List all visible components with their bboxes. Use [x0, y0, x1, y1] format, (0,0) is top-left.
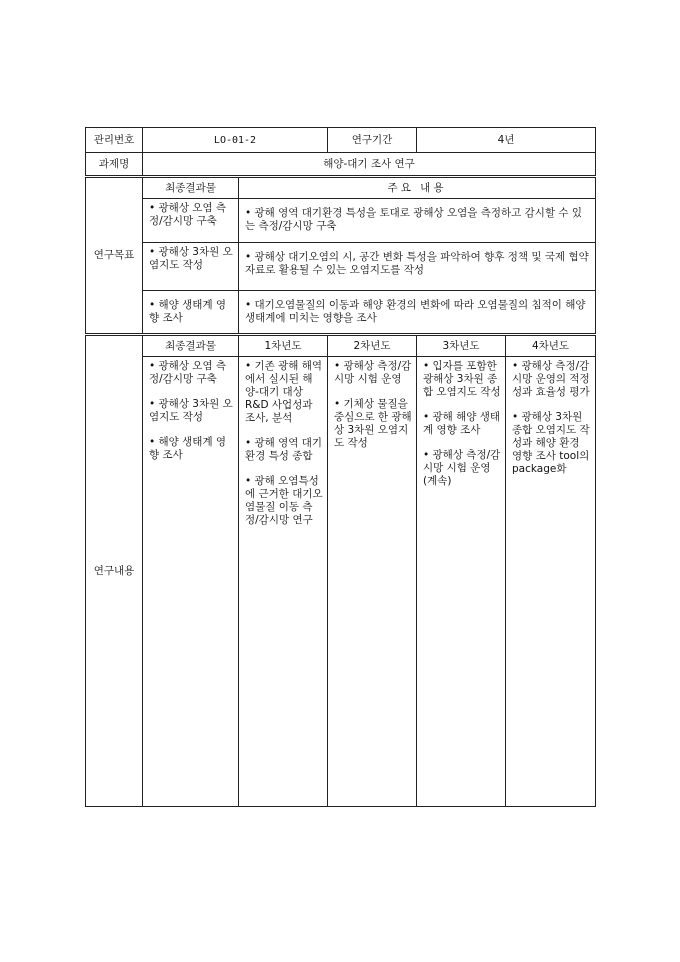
year2-header: 2차년도: [328, 335, 417, 357]
list-item: • 광해상 측정/감시망 시험 운영 (계속): [423, 449, 501, 487]
goal-result: • 해양 생태계 영향 조사: [143, 291, 239, 335]
mgmt-number-value: LO-01-2: [143, 128, 328, 153]
contents-results-cell: [143, 357, 239, 807]
list-item: • 기존 광해 해역에서 실시된 해양-대기 대상 R&D 사업성과 조사, 분석: [245, 360, 323, 424]
year1-header: 1차년도: [239, 335, 328, 357]
list-item: • 광해 해양 생태계 영향 조사: [423, 411, 501, 436]
research-contents-label: 연구내용: [86, 335, 143, 807]
list-item: • 광해상 측정/감시망 운영의 적정성과 효율성 평가: [512, 360, 590, 398]
goals-result-header: 최종결과물: [143, 177, 239, 199]
list-item: • 기체상 물질을 중심으로 한 광해상 3차원 오염지도 작성: [334, 398, 412, 449]
project-name-label: 과제명: [86, 153, 143, 177]
year4-header: 4차년도: [506, 335, 596, 357]
research-period-label: 연구기간: [328, 128, 417, 153]
research-plan-form: [85, 127, 595, 807]
research-goals-label: 연구목표: [86, 177, 143, 335]
year4-cell: [506, 357, 596, 807]
list-item: • 광해상 오염 측정/감시망 구축: [149, 360, 227, 385]
goal-row: [86, 291, 596, 335]
title-row: [86, 153, 596, 177]
project-name-value: 해양-대기 조사 연구: [143, 153, 596, 177]
list-item: • 입자를 포함한 광해상 3차원 종합 오염지도 작성: [423, 360, 501, 398]
goal-content: • 광해상 대기오염의 시, 공간 변화 특성을 파악하여 향후 정책 및 국제 협약 자료로 활용될 수 있는 오염지도를 작성: [239, 243, 596, 291]
list-item: • 광해상 측정/감시망 시험 운영: [334, 360, 412, 385]
goal-row: [86, 243, 596, 291]
list-item: • 광해 오염특성에 근거한 대기오염물질 이동 측정/감시망 연구: [245, 475, 323, 526]
list-item: • 광해 영역 대기환경 특성 종합: [245, 437, 323, 462]
goals-header-row: [86, 177, 596, 199]
goal-content: • 대기오염물질의 이동과 해양 환경의 변화에 따라 오염물질의 침적이 해양 생태계에 미치는 영향을 조사: [239, 291, 596, 335]
list-item: • 광해상 3차원 오염지도 작성: [149, 398, 233, 423]
list-item: • 해양 생태계 영향 조사: [149, 436, 227, 461]
contents-body-row: [86, 357, 596, 807]
contents-result-header: 최종결과물: [143, 335, 239, 357]
list-item: • 광해상 3차원 종합 오염지도 작성과 해양 환경 영향 조사 tool의 package화: [512, 411, 590, 475]
goals-content-header: 주요 내용: [239, 177, 596, 199]
header-row: [86, 128, 596, 153]
year3-cell: [417, 357, 506, 807]
year3-header: 3차년도: [417, 335, 506, 357]
research-plan-table: [85, 127, 596, 807]
goal-content: • 광해 영역 대기환경 특성을 토대로 광해상 오염을 측정하고 감시할 수 있는 측정/감시망 구축: [239, 199, 596, 243]
goal-result: • 광해상 3차원 오염지도 작성: [143, 243, 239, 291]
year1-cell: [239, 357, 328, 807]
year2-cell: [328, 357, 417, 807]
mgmt-number-label: 관리번호: [86, 128, 143, 153]
research-period-value: 4년: [417, 128, 596, 153]
goal-result: • 광해상 오염 측정/감시망 구축: [143, 199, 239, 243]
goal-row: [86, 199, 596, 243]
contents-header-row: [86, 335, 596, 357]
